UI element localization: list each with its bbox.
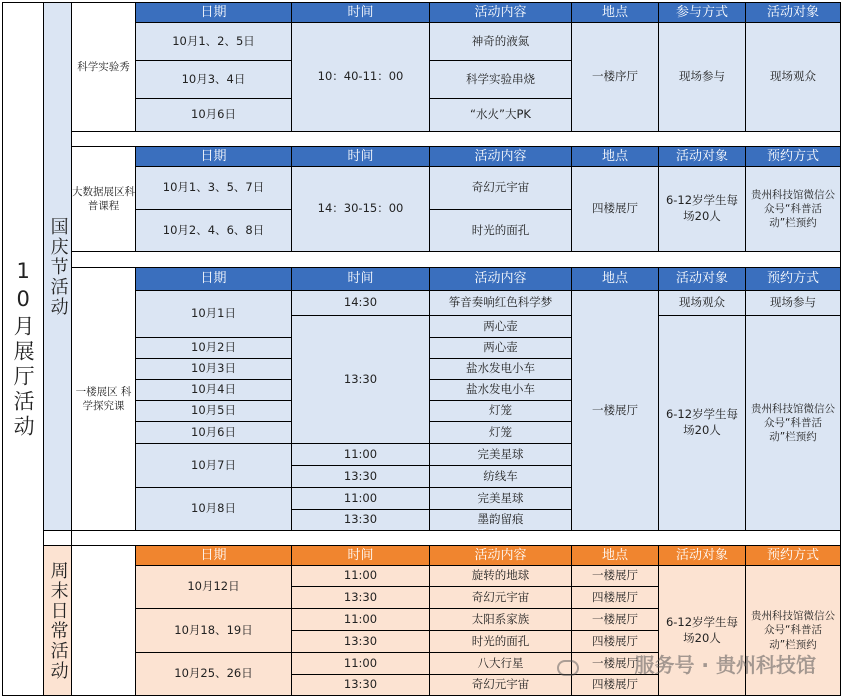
date-cell: 10月25、26日 (135, 652, 292, 696)
date-cell: 10月2、4、6、8日 (135, 209, 292, 252)
activity-cell: “水火”大PK (429, 98, 572, 132)
col-header-target: 活动对象 (658, 146, 746, 167)
date-cell: 10月3日 (135, 358, 292, 380)
col-header-activity: 活动内容 (429, 267, 572, 291)
col-header-activity: 活动内容 (429, 146, 572, 167)
time-cell: 13:30 (291, 630, 430, 653)
reserve-cell: 贵州科技馆微信公众号“科普活动”栏预约 (745, 315, 841, 531)
date-cell: 10月8日 (135, 487, 292, 531)
group-weekend-text: 周末日常活动 (47, 560, 69, 681)
join-cell: 现场参与 (658, 22, 746, 132)
time-cell: 11:00 (291, 487, 430, 510)
activity-cell: 完美星球 (429, 487, 572, 510)
activity-cell: 旋转的地球 (429, 565, 572, 587)
date-cell: 10月1、2、5日 (135, 22, 292, 61)
col-header-place: 地点 (571, 2, 659, 23)
place-cell: 一楼展厅 (571, 652, 659, 675)
date-cell: 10月2日 (135, 337, 292, 359)
time-cell: 11:00 (291, 652, 430, 675)
activity-cell: 科学实验串烧 (429, 60, 572, 99)
col-header-activity: 活动内容 (429, 2, 572, 23)
group-national-day-text: 国庆节活动 (47, 216, 69, 317)
col-header-place: 地点 (571, 545, 659, 566)
section-label-bigdata (71, 146, 136, 252)
place-cell: 一楼展厅 (571, 608, 659, 631)
activity-cell: 时光的面孔 (429, 209, 572, 252)
page-title-text: 10月展厅活动 (11, 258, 36, 440)
activity-cell: 盐水发电小车 (429, 379, 572, 401)
col-header-place: 地点 (571, 267, 659, 291)
activity-cell: 筝音奏响红色科学梦 (429, 290, 572, 316)
col-header-time: 时间 (291, 267, 430, 291)
activity-cell: 神奇的液氮 (429, 22, 572, 61)
col-header-target: 活动对象 (745, 2, 841, 23)
col-header-join: 参与方式 (658, 2, 746, 23)
target-cell: 6-12岁学生每场20人 (658, 565, 746, 696)
activity-cell: 灯笼 (429, 421, 572, 444)
activity-cell: 盐水发电小车 (429, 358, 572, 380)
col-header-reserve: 预约方式 (745, 267, 841, 291)
wechat-icon (557, 660, 579, 676)
watermark: 服务号 · 贵州科技馆 (634, 653, 816, 677)
time-cell: 11:00 (291, 608, 430, 631)
reserve-cell: 贵州科技馆微信公众号“科普活动”栏预约 (745, 166, 841, 252)
place-cell: 四楼展厅 (571, 166, 659, 252)
date-cell: 10月7日 (135, 443, 292, 488)
place-cell: 四楼展厅 (571, 674, 659, 696)
target-cell: 6-12岁学生每场20人 (658, 315, 746, 531)
date-cell: 10月1日 (135, 290, 292, 338)
date-cell: 10月5日 (135, 400, 292, 422)
page-title (2, 2, 44, 696)
date-cell: 10月1、3、5、7日 (135, 166, 292, 210)
section-label-text: 一楼展区 科学探究课 (75, 385, 132, 412)
col-header-activity: 活动内容 (429, 545, 572, 566)
time-cell: 13:30 (291, 586, 430, 609)
activity-cell: 墨韵留痕 (429, 509, 572, 531)
activity-cell: 两心壶 (429, 315, 572, 338)
col-header-place: 地点 (571, 146, 659, 167)
section-label-text: 大数据展区科普课程 (72, 185, 135, 212)
date-cell: 10月18、19日 (135, 608, 292, 653)
time-cell: 13:30 (291, 315, 430, 444)
col-header-time: 时间 (291, 146, 430, 167)
group-national-day (43, 2, 72, 531)
activity-cell: 八大行星 (429, 652, 572, 675)
section-label-text: 科学实验秀 (77, 60, 130, 73)
place-cell: 四楼展厅 (571, 586, 659, 609)
time-cell: 11:00 (291, 443, 430, 466)
time-cell: 13:30 (291, 465, 430, 488)
time-cell: 14：30-15：00 (291, 166, 430, 252)
activity-cell: 完美星球 (429, 443, 572, 466)
activity-cell: 奇幻元宇宙 (429, 674, 572, 696)
date-cell: 10月4日 (135, 379, 292, 401)
activity-cell: 奇幻元宇宙 (429, 166, 572, 210)
activity-cell: 时光的面孔 (429, 630, 572, 653)
section-label-science-show (71, 2, 136, 132)
col-header-date: 日期 (135, 146, 292, 167)
section-label-inquiry (71, 267, 136, 531)
divider (43, 530, 72, 546)
divider (71, 530, 841, 546)
col-header-date: 日期 (135, 267, 292, 291)
group-weekend (43, 545, 72, 696)
col-header-reserve: 预约方式 (745, 146, 841, 167)
target-cell: 6-12岁学生每场20人 (658, 166, 746, 252)
col-header-date: 日期 (135, 545, 292, 566)
place-cell: 一楼展厅 (571, 565, 659, 587)
place-cell: 四楼展厅 (571, 630, 659, 653)
time-cell: 11:00 (291, 565, 430, 587)
time-cell: 13:30 (291, 509, 430, 531)
reserve-cell: 现场参与 (745, 290, 841, 316)
time-cell: 13:30 (291, 674, 430, 696)
activity-cell: 太阳系家族 (429, 608, 572, 631)
col-header-time: 时间 (291, 545, 430, 566)
activity-cell: 灯笼 (429, 400, 572, 422)
date-cell: 10月3、4日 (135, 60, 292, 99)
section-label-weekend (71, 545, 136, 696)
reserve-cell: 贵州科技馆微信公众号“科普活动”栏预约 (745, 565, 841, 696)
place-cell: 一楼序厅 (571, 22, 659, 132)
col-header-date: 日期 (135, 2, 292, 23)
time-cell: 14:30 (291, 290, 430, 316)
activity-cell: 奇幻元宇宙 (429, 586, 572, 609)
date-cell: 10月6日 (135, 421, 292, 444)
time-cell: 10：40-11：00 (291, 22, 430, 132)
activity-cell: 两心壶 (429, 337, 572, 359)
target-cell: 现场观众 (745, 22, 841, 132)
date-cell: 10月12日 (135, 565, 292, 609)
place-cell: 一楼展厅 (571, 290, 659, 531)
col-header-target: 活动对象 (658, 267, 746, 291)
col-header-reserve: 预约方式 (745, 545, 841, 566)
col-header-target: 活动对象 (658, 545, 746, 566)
divider (71, 131, 841, 147)
activity-cell: 纺线车 (429, 465, 572, 488)
target-cell: 现场观众 (658, 290, 746, 316)
col-header-time: 时间 (291, 2, 430, 23)
date-cell: 10月6日 (135, 98, 292, 132)
divider (71, 251, 841, 268)
